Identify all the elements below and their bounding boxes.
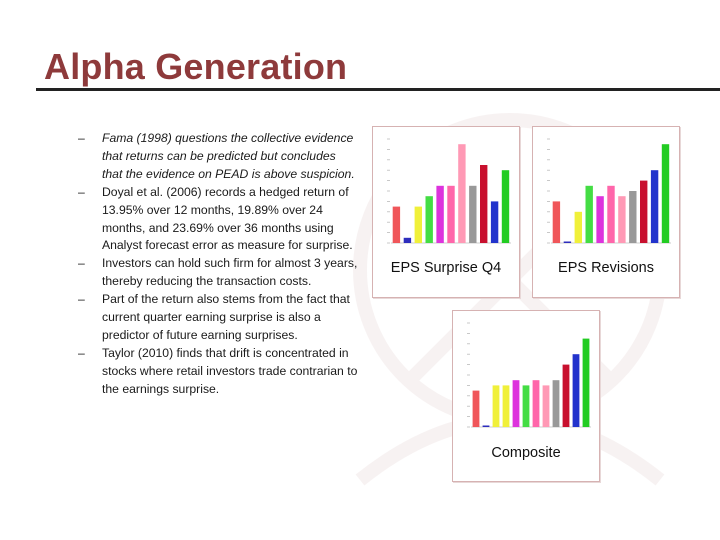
chart-bar [618,196,625,243]
bullet-dash: – [78,292,85,307]
chart-bar [553,201,560,243]
bullet-item [78,345,358,399]
chart-caption: EPS Revisions [558,260,654,276]
chart-bar [502,170,509,243]
chart-bar [491,201,498,243]
bullet-dash: – [78,131,85,145]
chart-bar [523,385,530,427]
chart-bar [651,170,658,243]
chart-bar [575,212,582,243]
slide-title: Alpha Generation [44,46,348,87]
chart-bar [564,242,571,244]
bullet-dash: – [78,345,85,360]
chart-eps-surprise-q4 [372,126,520,298]
chart-bar [447,186,454,243]
chart-bar [573,354,580,427]
bullet-text: Doyal et al. (2006) records a hedged return of 13.95% over 12 months, 19.89% over 24 months, and 23.69% over 36 months using Analyst forecast error as measure for surprise. [102,184,353,253]
chart-caption: Composite [491,445,561,461]
chart-plot [533,127,679,251]
chart-bar [426,196,433,243]
chart-bar [415,207,422,243]
chart-bar [513,380,520,427]
chart-bar [563,365,570,427]
chart-bar [458,144,465,243]
chart-bar [469,186,476,243]
chart-caption: EPS Surprise Q4 [390,260,502,276]
chart-bar [503,385,510,427]
bullet-text: Taylor (2010) finds that drift is concentrated in stocks where retail investors trade contrarian to the earnings surprise. [102,345,358,396]
title-underline [36,88,720,91]
chart-bar [543,385,550,427]
bullet-item [78,184,358,256]
chart-eps-revisions [532,126,680,298]
chart-plot [373,127,519,251]
bullet-text: Investors can hold such firm for almost 3 years, thereby reducing the transaction costs. [102,256,358,289]
chart-bar [596,196,603,243]
bullet-item [78,255,358,291]
chart-bar [662,144,669,243]
chart-bar [473,391,480,427]
chart-plot [453,311,599,435]
chart-bar [640,181,647,243]
bullet-text: Fama (1998) questions the collective evidence that returns can be predicted but concludes that the evidence on PEAD is above suspicion. [102,131,355,181]
chart-bar [533,380,540,427]
bullet-text: Part of the return also stems from the fact that current quarter earning surprise is also a predictor of future earning surprises. [102,292,350,342]
chart-bar [483,426,490,428]
chart-bar [629,191,636,243]
chart-composite [452,310,600,482]
chart-bar [583,339,590,427]
bullet-item [78,291,358,345]
chart-bar [480,165,487,243]
chart-bar [553,380,560,427]
bullet-dash: – [78,256,85,271]
chart-bar [607,186,614,243]
bullet-item [78,130,358,184]
bullet-list [78,130,358,399]
chart-bar [493,385,500,427]
chart-bar [436,186,443,243]
chart-bar [393,207,400,243]
chart-bar [404,238,411,243]
chart-bar [586,186,593,243]
bullet-dash: – [78,184,85,199]
